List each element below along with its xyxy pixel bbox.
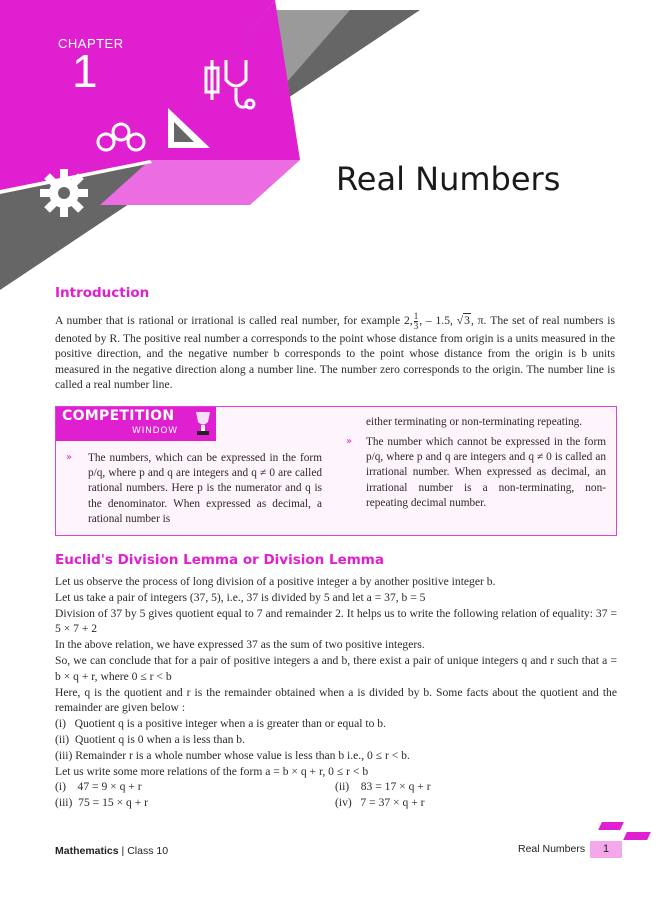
euclid-line: Let us write some more relations of the form a = b × q + r, 0 ≤ r < b [55,764,369,778]
euclid-heading: Euclid's Division Lemma or Division Lemma [55,552,384,568]
euclid-fact: (iii) Remainder r is a whole number whose value is less than b i.e., 0 ≤ r < b. [55,748,410,762]
competition-subtitle: WINDOW [132,426,178,436]
rational-bullet-continued: either terminating or non-terminating repeating. [366,416,583,428]
intro-text-b: , – 1.5, [419,314,453,328]
euclid-line: So, we can conclude that for a pair of positive integers a and b, there exist a pair of unique integers q and r such that a = b × q + r, where 0 ≤ r < b [55,653,617,683]
footer-decoration [598,822,624,830]
euclid-line: Let us observe the process of long division of a positive integer a by another positive integer b. [55,575,496,588]
footer-chapter-name: Real Numbers [518,843,586,855]
euclid-line: Let us take a pair of integers (37, 5), i.e., 37 is divided by 5 and let a = 37, b = 5 [55,590,426,604]
bullet-arrow-icon: » [346,436,353,447]
chapter-label: CHAPTER [58,36,124,51]
footer-decoration [623,832,651,840]
example-ii: (ii) 83 = 17 × q + r [335,780,431,794]
examples-row [55,795,617,811]
chapter-number: 1 [72,45,98,97]
euclid-line: Division of 37 by 5 gives quotient equal to 7 and remainder 2. It helps us to write the following relation of equality: 37 = 5 × 7 + 2 [55,606,617,636]
example-iv: (iv) 7 = 37 × q + r [335,796,425,810]
page-number: 1 [590,841,622,858]
trophy-icon [192,410,214,438]
competition-window-tab [56,407,216,441]
sqrt-three: 3 [464,314,470,328]
rational-bullet: The numbers, which can be expressed in the form p/q, where p and q are integers and q ≠ 0 are called rational numbers. Here p is the numerator and q is the denominator. When expressed as decimal, a rational number is [88,452,322,525]
bullet-arrow-icon: » [66,452,73,463]
sqrt-symbol: √ [456,314,464,328]
euclid-body [55,574,617,811]
example-iii: (iii) 75 = 15 × q + r [55,796,149,810]
gear-icon [40,169,88,217]
introduction-paragraph [55,312,615,393]
euclid-fact: (i) Quotient q is a positive integer when a is greater than or equal to b. [55,717,386,731]
competition-window-box [55,406,617,536]
examples-row [55,779,617,795]
irrational-bullet: The number which cannot be expressed in the form p/q, where p and q are integers and q ≠ 0 is called an irrational number. When expressed as decimal, an irrational number is a non-terminating, non-repeating decimal number. [366,436,606,509]
intro-text-rest: real numbers is denoted by R. The positive real number a corresponds to the point whose distance from origin is a units measured in the positive direction, and the negative number b corresponds to the point whose distance from the origin is b units measured in the negative direction along a number line. The number zero corresponds to the origin. The number line is called a real number line. [55,314,615,392]
intro-text-a: A number that is rational or irrational is called real number, for example 2, [55,314,413,328]
euclid-line: In the above relation, we have expressed 37 as the sum of two positive integers. [55,638,425,652]
chapter-title: Real Numbers [336,160,561,198]
footer-subject: Mathematics | Class 10 [55,845,169,857]
euclid-fact: (ii) Quotient q is 0 when a is less than b. [55,732,245,746]
fraction-one-third: $\frac{1}{3}$ [413,311,419,331]
intro-text-c: , π. The set of [470,314,539,328]
introduction-heading: Introduction [55,285,150,301]
example-i: (i) 47 = 9 × q + r [55,780,142,794]
competition-title: COMPETITION [62,408,175,424]
euclid-line: Here, q is the quotient and r is the remainder obtained when a is divided by b. Some facts about the quotient and the remainder are given below : [55,685,617,715]
